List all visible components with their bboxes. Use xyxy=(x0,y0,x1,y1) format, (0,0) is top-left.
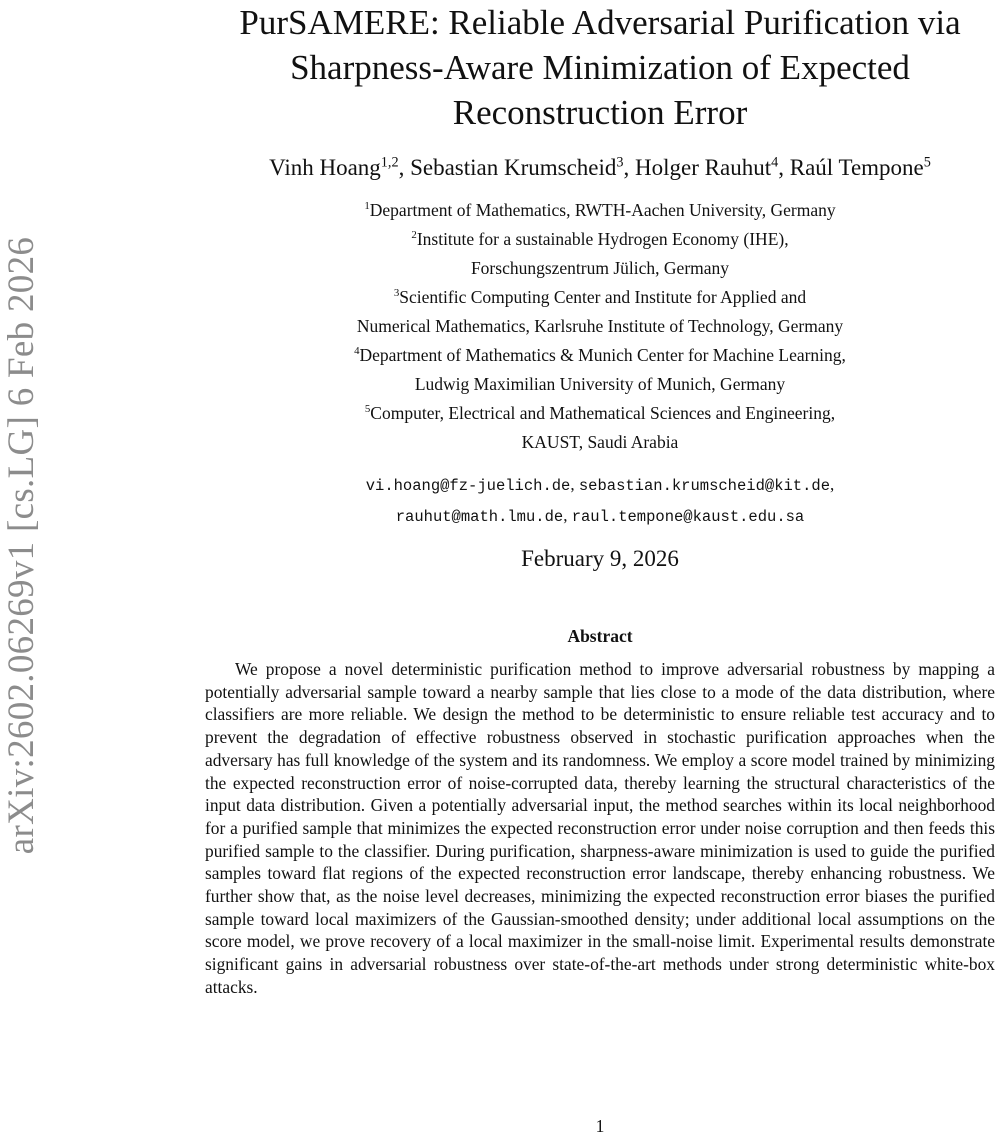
author-affiliation-mark: 4 xyxy=(771,154,779,171)
abstract-heading: Abstract xyxy=(567,626,633,646)
author-list: Vinh Hoang$^{1,2}$, Sebastian Krumscheid$^3$, Holger Rauhut$^4$, Raúl Tempone$^5$ xyxy=(269,154,931,180)
email-address: sebastian.krumscheid@kit.de xyxy=(578,477,831,495)
arxiv-identifier: arXiv:2602.06269v1 [cs.LG] 6 Feb 2026 xyxy=(1,236,43,854)
affiliation-mark: 2 xyxy=(411,229,417,242)
email-address: raul.tempone@kaust.edu.sa xyxy=(571,508,805,526)
email-address: vi.hoang@fz-juelich.de xyxy=(365,477,571,495)
paper-title: PurSAMERE: Reliable Adversarial Purification via Sharpness-Aware Minimization of Expected Reconstruction Error xyxy=(239,3,961,132)
affiliation-line: $^4$Department of Mathematics & Munich Center for Machine Learning, xyxy=(354,345,846,365)
affiliation-line: Numerical Mathematics, Karlsruhe Institute of Technology, Germany xyxy=(356,316,844,336)
affiliation-mark: 4 xyxy=(354,345,360,358)
affiliation-line: $^1$Department of Mathematics, RWTH-Aachen University, Germany xyxy=(364,200,836,220)
email-line: vi.hoang@fz-juelich.de, sebastian.krumscheid@kit.de, xyxy=(365,475,835,495)
arxiv-sidebar-stamp xyxy=(0,190,44,900)
affiliation-line: $^3$Scientific Computing Center and Institute for Applied and xyxy=(393,287,807,307)
author-name: Holger Rauhut xyxy=(635,155,772,180)
affiliation-line: KAUST, Saudi Arabia xyxy=(521,432,679,452)
affiliation-mark: 1 xyxy=(364,200,370,213)
paper-date: February 9, 2026 xyxy=(521,546,679,571)
affiliation-mark: 5 xyxy=(364,403,371,416)
author-name: Sebastian Krumscheid xyxy=(410,155,617,180)
abstract-text: We propose a novel deterministic purification method to improve adversarial robustness by mapping a potentially adversarial sample toward a nearby sample that lies close to a mode of the data distribution, where classifiers are more reliable. We design the method to be deterministic to ensure reliable test accuracy and to prevent the degradation of effective robustness observed in stochastic purification approaches when the adversary has full knowledge of the system and its randomness. We employ a score model trained by minimizing the expected reconstruction error of noise-corrupted data, thereby learning the structural characteristics of the input data distribution. Given a potentially adversarial input, the method searches within its local neighborhood for a purified sample that minimizes the expected reconstruction error under noise corruption and then feeds this purified sample to the classifier. During purification, sharpness-aware minimization is used to guide the purified samples toward flat regions of the expected reconstruction error landscape, thereby enhancing robustness. We further show that, as the noise level decreases, minimizing the expected reconstruction error biases the purified sample toward local maximizers of the Gaussian-smoothed density; under additional local assumptions on the score model, we prove recovery of a local maximizer in the small-noise limit. Experimental results demonstrate significant gains in adversarial robustness over state-of-the-art methods under strong deterministic white-box attacks. xyxy=(205,659,995,997)
affiliation-line: Forschungszentrum Jülich, Germany xyxy=(470,258,730,278)
author-name: Vinh Hoang xyxy=(269,155,381,180)
affiliation-line: Ludwig Maximilian University of Munich, Germany xyxy=(414,374,786,394)
author-affiliation-mark: 3 xyxy=(616,154,624,171)
affiliation-list xyxy=(205,196,995,457)
email-line: rauhut@math.lmu.de, raul.tempone@kaust.edu.sa xyxy=(395,506,805,526)
author-affiliation-mark: 1,2 xyxy=(380,154,399,171)
author-affiliation-mark: 5 xyxy=(923,154,931,171)
page-number: 1 xyxy=(595,1116,605,1136)
author-name: Raúl Tempone xyxy=(789,155,924,180)
affiliation-line: $^2$Institute for a sustainable Hydrogen Economy (IHE), xyxy=(411,229,789,249)
email-address: rauhut@math.lmu.de xyxy=(395,508,564,526)
affiliation-mark: 3 xyxy=(393,287,400,300)
affiliation-line: $^5$Computer, Electrical and Mathematical Sciences and Engineering, xyxy=(364,403,836,423)
author-emails xyxy=(205,470,995,532)
